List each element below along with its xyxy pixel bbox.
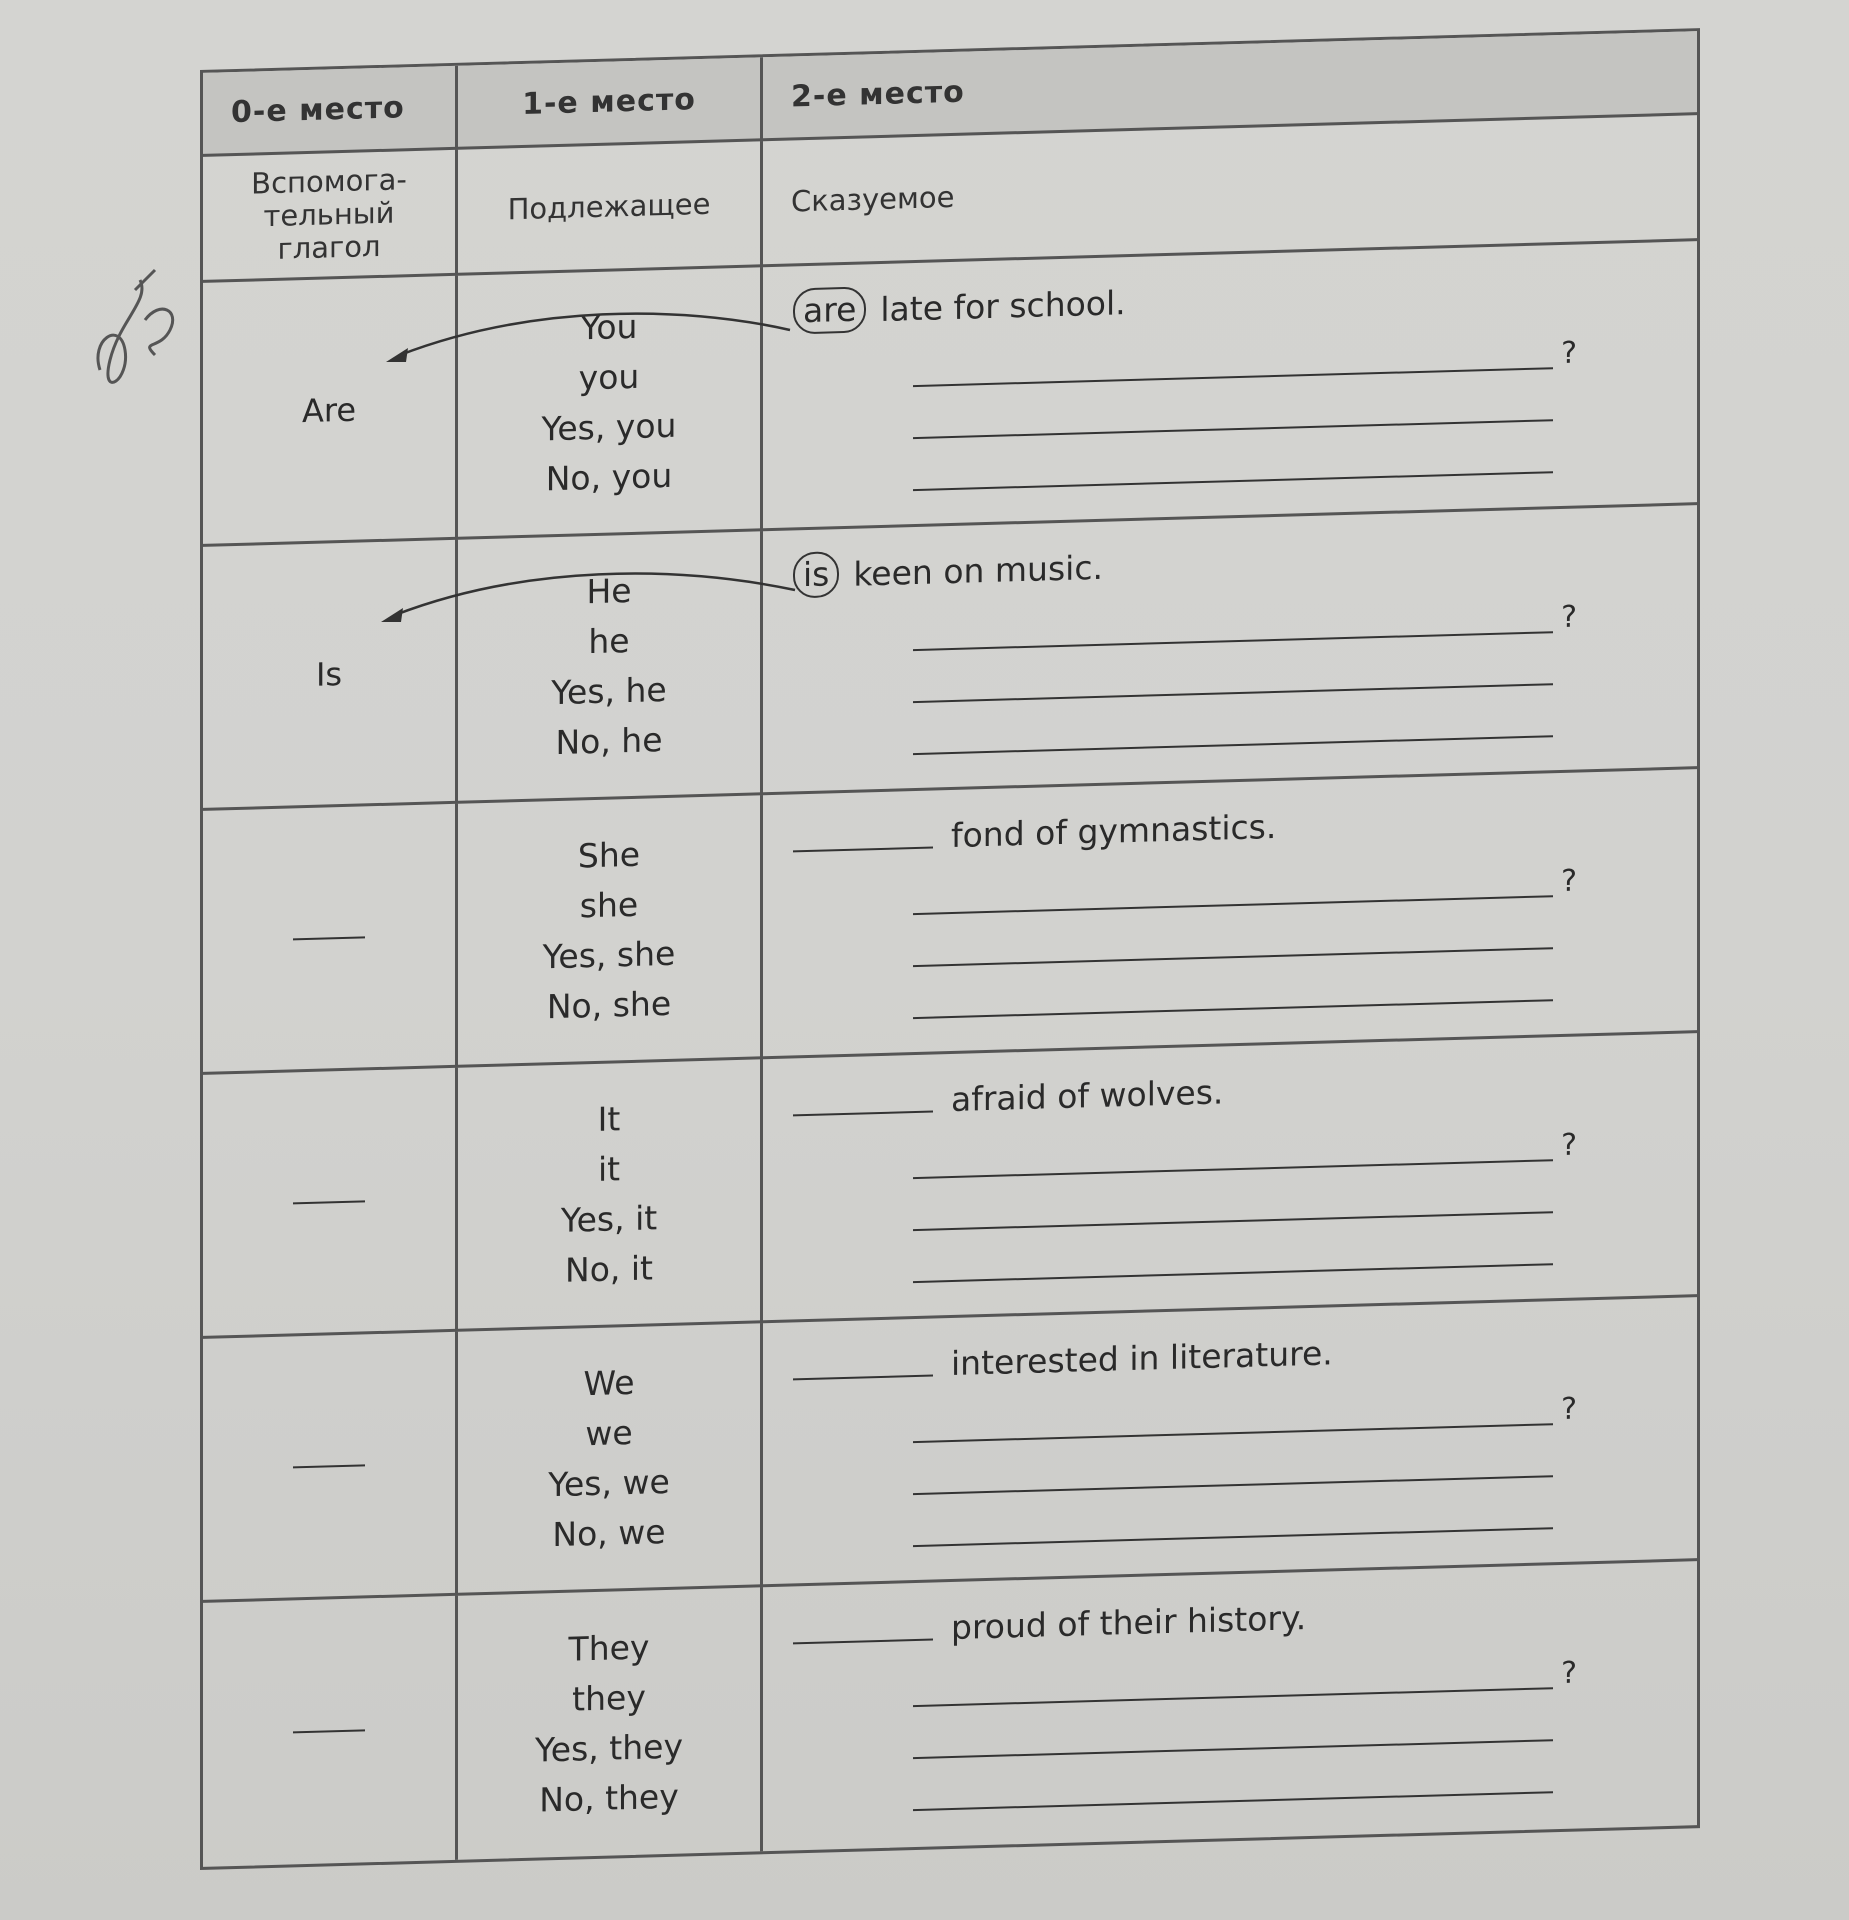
- predicate-text: fond of gymnastics.: [951, 806, 1277, 855]
- question-mark: ?: [1561, 863, 1577, 899]
- subject-line: He: [586, 570, 632, 611]
- subject-line: No, we: [552, 1511, 666, 1554]
- predicate-text: late for school.: [880, 282, 1126, 329]
- aux-cell: [203, 804, 458, 1075]
- subject-line: We: [583, 1362, 635, 1403]
- handwritten-margin-note: [80, 260, 190, 420]
- header-col0: 0-е место: [203, 66, 458, 157]
- subject-line: No, she: [546, 983, 672, 1026]
- question-mark: ?: [1561, 1655, 1577, 1691]
- verb-blank[interactable]: [793, 1615, 933, 1645]
- predicate-cell: [763, 1297, 1697, 1587]
- aux-blank[interactable]: [293, 1464, 365, 1468]
- aux-blank[interactable]: [293, 1729, 365, 1733]
- aux-verb: Is: [315, 654, 343, 694]
- subheader-predicate: Сказуемое: [763, 115, 1697, 267]
- question-mark: ?: [1561, 599, 1577, 635]
- subheader-aux-verb: Вспомога- тельный глагол: [203, 150, 458, 283]
- subject-line: Yes, he: [551, 669, 667, 712]
- header-col2: 2-е место: [763, 31, 1697, 141]
- aux-cell: [203, 276, 458, 547]
- subject-line: Yes, they: [535, 1726, 683, 1770]
- subject-line: No, they: [539, 1776, 679, 1820]
- aux-blank[interactable]: [293, 1200, 365, 1204]
- subject-cell: [458, 267, 763, 540]
- subject-cell: [458, 1059, 763, 1332]
- subject-line: No, he: [555, 719, 663, 762]
- header-col1: 1-е место: [458, 57, 763, 150]
- verb-blank[interactable]: [793, 1351, 933, 1381]
- subject-line: No, it: [565, 1247, 653, 1290]
- subject-line: you: [578, 356, 640, 397]
- subject-line: You: [580, 306, 638, 347]
- predicate-cell: [763, 241, 1697, 531]
- aux-cell: [203, 540, 458, 811]
- aux-blank[interactable]: [293, 936, 365, 940]
- subject-cell: [458, 531, 763, 804]
- subject-cell: [458, 1587, 763, 1860]
- grammar-table: [200, 28, 1700, 1870]
- subject-line: he: [588, 620, 630, 661]
- subject-line: No, you: [545, 455, 673, 498]
- subject-line: they: [572, 1677, 646, 1719]
- aux-cell: [203, 1332, 458, 1603]
- question-mark: ?: [1561, 335, 1577, 371]
- subject-line: Yes, it: [560, 1197, 658, 1240]
- circled-verb: are: [793, 286, 866, 334]
- predicate-cell: [763, 505, 1697, 795]
- verb-blank[interactable]: [793, 823, 933, 853]
- predicate-text: proud of their history.: [951, 1597, 1307, 1647]
- aux-cell: [203, 1068, 458, 1339]
- predicate-text: keen on music.: [853, 547, 1103, 594]
- circled-verb: is: [793, 551, 839, 598]
- subject-line: she: [579, 884, 639, 925]
- predicate-cell: [763, 1033, 1697, 1323]
- subject-line: we: [585, 1412, 633, 1453]
- subject-line: They: [568, 1627, 650, 1669]
- predicate-cell: [763, 1561, 1697, 1851]
- predicate-text: interested in literature.: [951, 1332, 1333, 1383]
- aux-verb: Are: [301, 390, 357, 430]
- question-mark: ?: [1561, 1127, 1577, 1163]
- subject-line: Yes, we: [548, 1461, 670, 1504]
- subject-line: it: [597, 1148, 621, 1189]
- aux-cell: [203, 1596, 458, 1867]
- question-mark: ?: [1561, 1391, 1577, 1427]
- predicate-text: afraid of wolves.: [951, 1071, 1224, 1119]
- predicate-cell: [763, 769, 1697, 1059]
- subject-line: Yes, she: [542, 933, 676, 976]
- subject-cell: [458, 1323, 763, 1596]
- subject-cell: [458, 795, 763, 1068]
- subject-line: Yes, you: [541, 405, 677, 448]
- subject-line: She: [577, 834, 641, 875]
- verb-blank[interactable]: [793, 1087, 933, 1117]
- subheader-subject: Подлежащее: [458, 141, 763, 276]
- subject-line: It: [597, 1098, 621, 1139]
